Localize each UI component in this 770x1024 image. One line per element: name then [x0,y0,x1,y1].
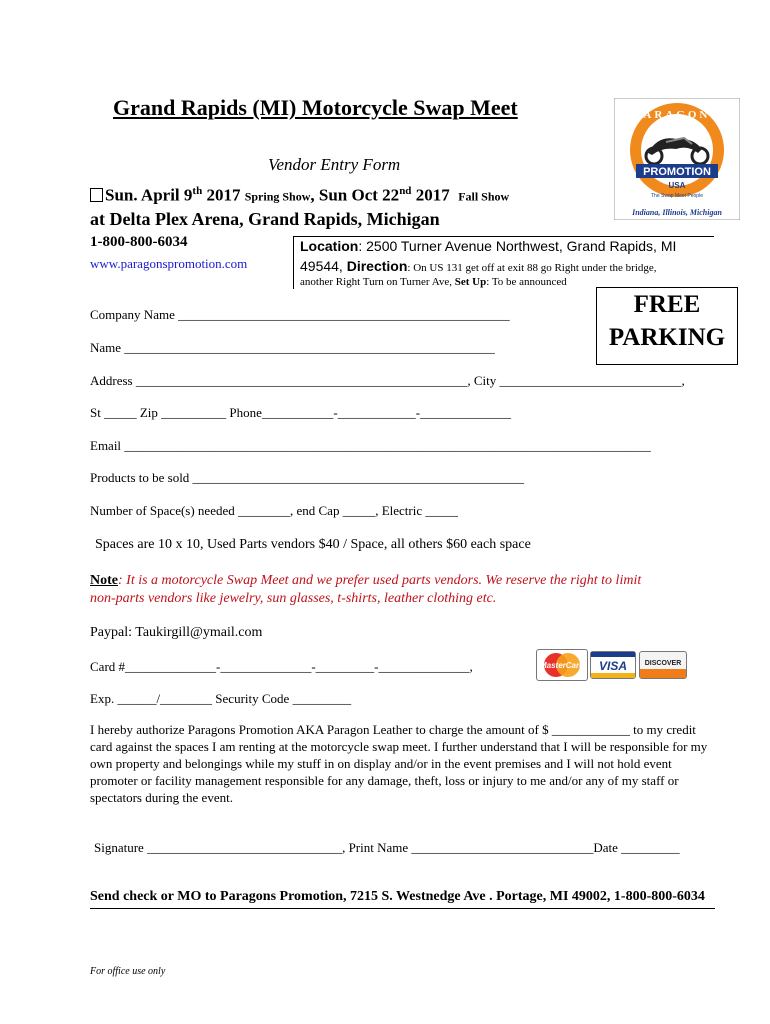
free-parking-box [596,287,738,365]
setup-label: Set Up [454,276,487,288]
date-2-year: 2017 [411,185,454,205]
svg-text:VISA: VISA [598,659,628,673]
venue: at Delta Plex Arena, Grand Rapids, Michigan [90,209,440,229]
paypal-text: Paypal: Taukirgill@ymail.com [90,625,263,640]
logo-top-text: PARAGONS [634,109,720,121]
direction-label: Direction [346,258,408,274]
date-1-suffix: th [192,185,203,197]
st-zip-phone-field[interactable]: St _____ Zip __________ Phone___________-____________-______________ [90,405,512,420]
event-dates [90,185,509,206]
direction-text: : On US 131 get off at exit 88 go Right under the bridge, [407,262,657,274]
email-field[interactable]: Email _________________________________________________________________________________ [90,438,651,453]
direction-text-2: another Right Turn on Turner Ave, [300,276,455,288]
free-parking-line-1: FREE [633,291,701,318]
send-instructions: Send check or MO to Paragons Promotion, 7215 S. Westnedge Ave . Portage, MI 49002, 1-800-800-6034 [90,888,715,909]
location-address: : 2500 Turner Avenue Northwest, Grand Rapids, MI [358,238,677,254]
authorization-paragraph: I hereby authorize Paragons Promotion AKA Paragon Leather to charge the amount of $ ____________ to my credit card against the spaces I am renting at the motorcycle swap meet. I further understand that I will be responsible for my own property and belongings while my stuff in on display and/or in the event premises and I will not hold event promoter or facility management responsible for any damage, theft, loss or injury to me and/or any of my staff or spectators during the event. [90,722,708,805]
note-line-2: non-parts vendors like jewelry, sun glasses, t-shirts, leather clothing etc. [90,591,497,606]
expiry-security-field[interactable]: Exp. ______/________ Security Code _________ [90,691,352,706]
fall-show-label: Fall Show [458,189,510,204]
company-name-field[interactable]: Company Name ___________________________________________________ [90,307,510,322]
logo-arc-text: The Swap Meet People [651,193,703,199]
discover-icon [639,651,687,679]
svg-text:DISCOVER: DISCOVER [644,660,682,667]
spring-show-label: Spring Show [244,189,311,204]
page-title: Grand Rapids (MI) Motorcycle Swap Meet [113,95,518,120]
logo-states: Indiana, Illinois, Michigan [632,208,722,217]
location-line-2 [300,258,657,274]
note-line-1: : It is a motorcycle Swap Meet and we prefer used parts vendors. We reserve the right to limit [118,573,642,588]
pricing-text: Spaces are 10 x 10, Used Parts vendors $40 / Space, all others $60 each space [95,537,531,552]
date-2-suffix: nd [399,185,412,197]
phone-number: 1-800-800-6034 [90,234,188,250]
location-line-1 [300,238,676,254]
date-1-year: 2017 [202,185,245,205]
date-1: Sun. April 9 [105,185,193,205]
visa-icon [590,651,636,679]
signature-field[interactable]: Signature ______________________________, Print Name ____________________________Date _________ [94,840,680,855]
products-field[interactable]: Products to be sold ___________________________________________________ [90,470,525,485]
name-field[interactable]: Name _________________________________________________________ [90,340,495,355]
website-link[interactable]: www.paragonspromotion.com [90,256,248,271]
note-label: Note [90,573,118,588]
office-use-label: For office use only [90,966,166,977]
card-number-field[interactable]: Card #______________-______________-_________-______________, [90,659,473,674]
svg-text:MasterCard: MasterCard [539,661,585,670]
logo-usa: USA [668,181,686,190]
date-2: , Sun Oct 22 [310,185,400,205]
free-parking-line-2: PARKING [608,324,726,351]
address-field[interactable]: Address ___________________________________________________, City ____________________________, [90,373,685,388]
location-zip: 49544, [300,258,347,274]
note-text [90,572,641,608]
location-label: Location [300,238,359,254]
setup-text: : To be announced [486,276,567,288]
spaces-needed-field[interactable]: Number of Space(s) needed ________, end Cap _____, Electric _____ [90,503,458,518]
location-line-3 [300,276,567,288]
checkbox-square-icon [90,188,103,202]
paragons-logo [614,98,740,220]
form-subtitle: Vendor Entry Form [268,155,401,174]
logo-banner: PROMOTION [643,166,711,178]
mastercard-icon [536,649,588,681]
